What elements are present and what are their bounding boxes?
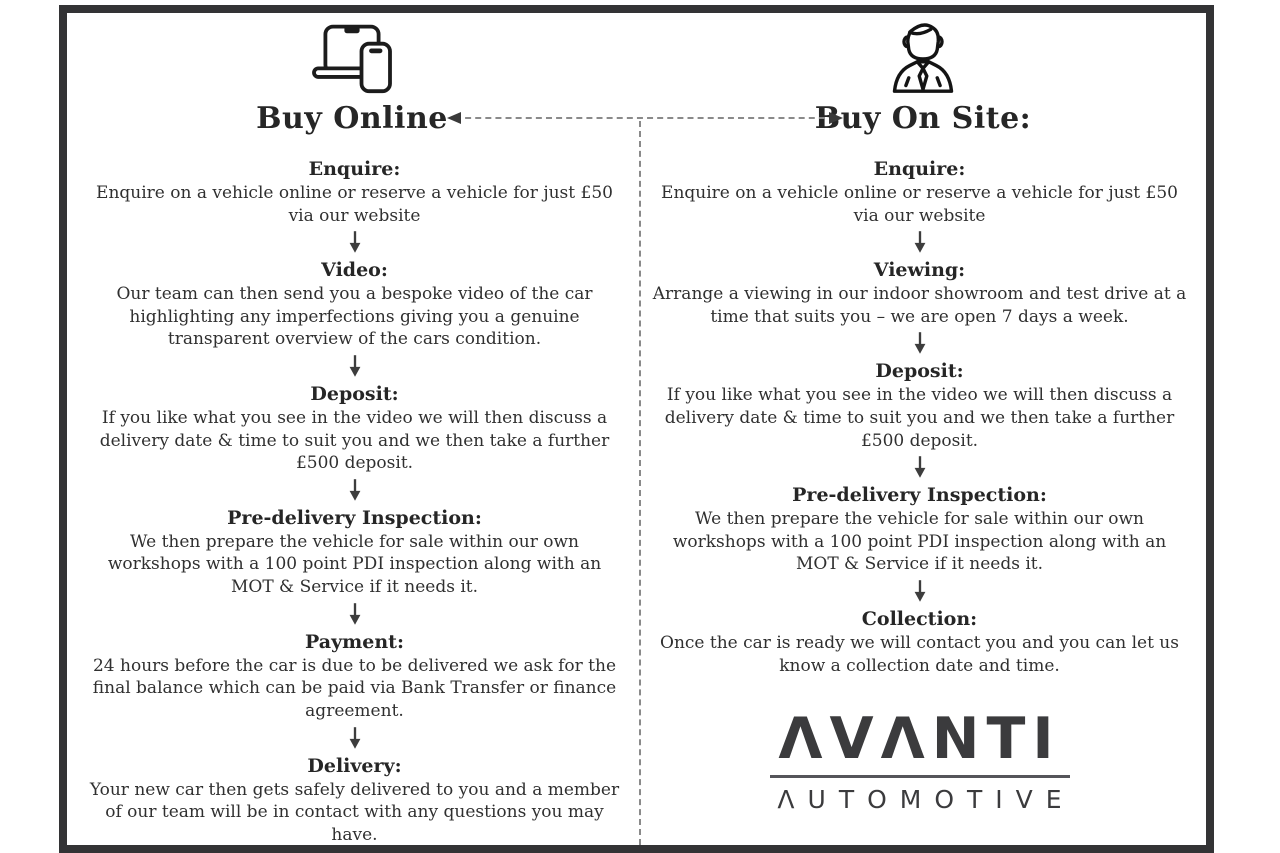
step-title: Enquire: <box>873 158 966 180</box>
step-video <box>87 259 622 351</box>
down-arrow-icon <box>911 230 929 254</box>
step-body: If you like what you see in the video we will then discuss a delivery date & time to suit you and we then take a further £500 deposit. <box>664 385 1175 451</box>
step-title: Pre-delivery Inspection: <box>792 484 1047 507</box>
step-body: Arrange a viewing in our indoor showroom and test drive at a time that suits you – we are open 7 days a week. <box>652 284 1187 327</box>
step-body: 24 hours before the car is due to be delivered we ask for the final balance which can be paid via Bank Transfer or finance agreement. <box>92 655 617 721</box>
step-body: Once the car is ready we will contact you and you can let us know a collection date and time. <box>660 633 1179 676</box>
step-body: Our team can then send you a bespoke video of the car highlighting any imperfections giving you a genuine transparent overview of the cars condition. <box>116 284 593 350</box>
arrowhead-left-icon <box>441 112 461 124</box>
step-body: Your new car then gets safely delivered to you and a member of our team will be in contact with any questions you may have. <box>89 779 620 845</box>
buy-online-steps <box>87 153 622 846</box>
businessman-icon <box>883 19 963 95</box>
step-title: Payment: <box>305 630 404 653</box>
step-payment <box>87 631 622 723</box>
arrowhead-right-icon <box>829 112 849 124</box>
flyer-frame <box>59 5 1214 853</box>
laptop-phone-icon <box>306 19 398 95</box>
down-arrow-icon <box>911 331 929 355</box>
column-divider <box>639 121 641 845</box>
step-collection <box>652 608 1187 677</box>
logo-brand-text: ΛVΛNTI <box>778 706 1061 773</box>
step-delivery <box>87 755 622 847</box>
buy-online-heading: Buy Online <box>256 101 448 136</box>
down-arrow-icon <box>346 726 364 750</box>
double-headed-dashed-arrow <box>455 117 835 119</box>
down-arrow-icon <box>911 579 929 603</box>
step-title: Viewing: <box>873 259 966 282</box>
step-pre-delivery-inspection <box>87 507 622 599</box>
step-deposit <box>87 383 622 475</box>
buy-on-site-heading: Buy On Site: <box>814 101 1032 136</box>
down-arrow-icon <box>346 602 364 626</box>
logo-divider-line <box>770 775 1070 778</box>
step-body: We then prepare the vehicle for sale within our own workshops with a 100 point PDI inspection along with an MOT & Service if it needs it. <box>107 531 602 598</box>
step-enquire <box>652 158 1187 227</box>
step-title: Video: <box>321 259 388 282</box>
step-pre-delivery-inspection <box>652 484 1187 576</box>
step-title: Enquire: <box>308 158 401 180</box>
logo-tagline-text: ΛUTOMOTIVE <box>777 785 1075 815</box>
step-viewing <box>652 259 1187 328</box>
down-arrow-icon <box>911 455 929 479</box>
step-enquire <box>87 158 622 227</box>
step-title: Pre-delivery Inspection: <box>227 506 482 529</box>
down-arrow-icon <box>346 478 364 502</box>
step-body: If you like what you see in the video we will then discuss a delivery date & time to suit you and we then take a further £500 deposit. <box>99 408 610 474</box>
down-arrow-icon <box>346 230 364 254</box>
step-deposit <box>652 360 1187 452</box>
down-arrow-icon <box>346 354 364 378</box>
step-title: Delivery: <box>307 754 402 777</box>
step-body: Enquire on a vehicle online or reserve a vehicle for just £50 via our website <box>661 183 1178 226</box>
step-title: Deposit: <box>875 360 964 383</box>
step-title: Deposit: <box>310 383 399 406</box>
step-body: We then prepare the vehicle for sale within our own workshops with a 100 point PDI inspection along with an MOT & Service if it needs it. <box>672 509 1167 575</box>
buy-on-site-steps <box>652 153 1187 814</box>
step-body: Enquire on a vehicle online or reserve a vehicle for just £50 via our website <box>96 183 613 226</box>
step-title: Collection: <box>861 608 978 631</box>
avanti-logo <box>652 706 1187 815</box>
